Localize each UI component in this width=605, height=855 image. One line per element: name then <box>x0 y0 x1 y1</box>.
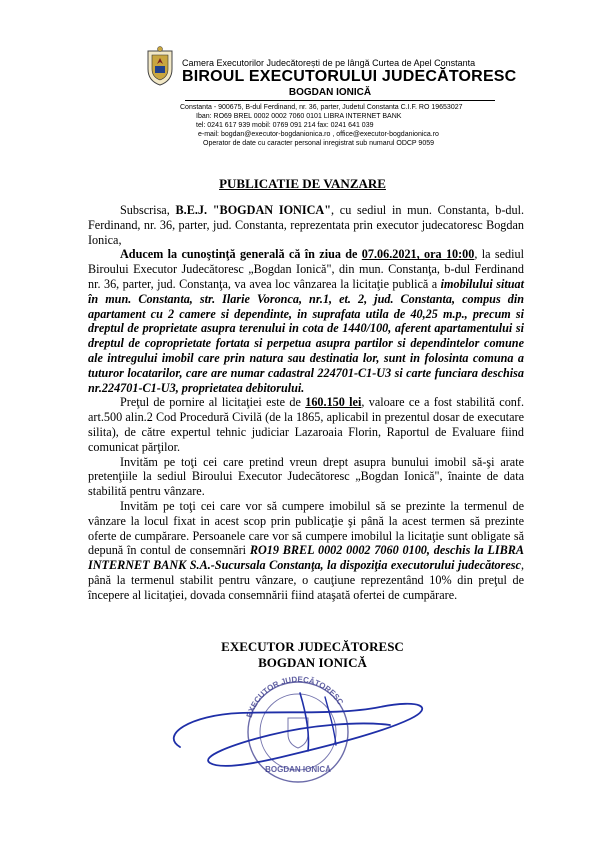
phones-line: tel: 0241 617 939 mobil: 0769 091 214 fax: 0241 641 039 <box>196 122 374 129</box>
executor-name: BOGDAN IONICĂ <box>288 87 372 98</box>
paragraph-announcement: Aducem la cunoştinţă generală că în ziua de 07.06.2021, ora 10:00, la sediul Biroului Executor Judecătoresc „Bogdan Ionică", din mun. Constanţa, b-dul Ferdinand nr. 36, parter, jud. Constanţa, va avea loc vânzarea la licitaţie publică a imobilului situat în mun. Constanta, str. Ilarie Voronca, nr.1, et. 2, jud. Constanta, compus din apartament cu 2 camere si dependinte, in suprafata utila de 40,25 m.p., precum si dreptul de proprietate asupra terenului in cota de 1440/100, aferent apartamentului si dreptul de coproprietate fortata si perpetua asupra partilor si dependintelor comune ale intregului imobil care prin natura sau destinatia lor, sunt in folosinta comuna a tuturor locatarilor, care are numar cadastral 224701-C1-U3 si carte funciara deschisa nr.224701-C1-U3, proprietatea debitorului. <box>88 247 524 395</box>
property-description: imobilului situat în mun. Constanta, str. Ilarie Voronca, nr.1, et. 2, jud. Constanta, compus din apartament cu 2 camere si dependinte, in suprafata utila de 40,25 m.p., precum si dreptul de proprietate asupra terenului in cota de 1440/100, aferent apartamentului si dreptul de coproprietate fortata si perpetua asupra partilor si dependintelor comune ale intregului imobil care prin natura sau destinatia lor, sunt in folosinta comuna a tuturor locatarilor, care are numar cadastral 224701-C1-U3 si carte funciara deschisa nr.224701-C1-U3, proprietatea debitorului. <box>88 276 524 395</box>
document-title: PUBLICATIE DE VANZARE <box>219 176 386 191</box>
paragraph-intro: Subscrisa, B.E.J. "BOGDAN IONICA", cu sediul in mun. Constanta, b-dul. Ferdinand, nr. 36, parter, jud. Constanta, reprezentata prin executor judecatoresc Bogdan Ionica, <box>88 203 525 247</box>
chamber-name: Camera Executorilor Judecătorești de pe lângă Curtea de Apel Constanta <box>182 58 476 68</box>
signature-role: EXECUTOR JUDECĂTORESC <box>221 639 404 654</box>
paragraph-price: Preţul de pornire al licitaţiei este de 160.150 lei, valoare ce a fost stabilită conf. art.500 alin.2 Cod Procedură Civilă (de la 1865, aplicabil in prezentul dosar de executare silita), de către expertul tehnic judiciar Lazaroaia Florin, Raportul de Evaluare fiind comunicat părţilor. <box>88 395 524 454</box>
header-divider <box>185 100 495 101</box>
bank-line: Iban: RO69 BREL 0002 0002 7060 0101 LIBRA INTERNET BANK <box>196 113 402 120</box>
emails-line: e-mail: bogdan@executor-bogdanionica.ro , office@executor-bogdanionica.ro <box>198 131 439 138</box>
paragraph-bidders: Invităm pe toţi cei care vor să cumpere imobilul să se prezinte la termenul de vânzare la locul fixat in acest scop prin publicaţie şi până la acest termen să prezinte oferte de cumpărare. Persoanele care vor să cumpere imobilul la licitaţie sunt obligate să depună în contul de consemnări RO19 BREL 0002 0002 7060 0100, deschis la LIBRA INTERNET BANK S.A.-Sucursala Constanţa, la dispoziţia executorului judecătoresc, până la termenul stabilit pentru vânzare, o cauţiune reprezentând 10% din preţul de începere al licitaţiei, dovada consemnării fiind ataşată ofertei de cumpărare. <box>88 498 524 602</box>
deposit-account: RO19 BREL 0002 0002 7060 0100, deschis la LIBRA INTERNET BANK S.A.-Sucursala Constanţa, la dispoziţia executorului judecătoresc <box>88 543 524 573</box>
stamp-ring-text: EXECUTOR JUDECĂTORESC <box>244 674 346 719</box>
auction-date: 07.06.2021, ora 10:00 <box>361 247 475 262</box>
document-body <box>88 203 524 603</box>
stamp-bottom-text: BOGDAN IONICĂ <box>265 765 331 774</box>
starting-price: 160.150 lei <box>305 395 362 410</box>
handwritten-signature <box>150 685 440 775</box>
paragraph-claims: Invităm pe toţi cei care pretind vreun drept asupra bunului imobil să-şi arate pretenţiile la sediul Biroului Executor Judecătoresc „Bogdan Ionică", înainte de data stabilită pentru vânzare. <box>88 454 524 499</box>
address-line: Constanta - 900675, B-dul Ferdinand, nr. 36, parter, Judetul Constanta C.I.F. RO 19653027 <box>180 104 463 111</box>
office-name: BIROUL EXECUTORULUI JUDECĂTORESC <box>182 68 517 85</box>
operator-line: Operator de date cu caracter personal inregistrat sub numarul ODCP 9059 <box>203 140 434 147</box>
coat-of-arms-logo <box>140 45 180 87</box>
signature-name: BOGDAN IONICĂ <box>258 655 367 670</box>
